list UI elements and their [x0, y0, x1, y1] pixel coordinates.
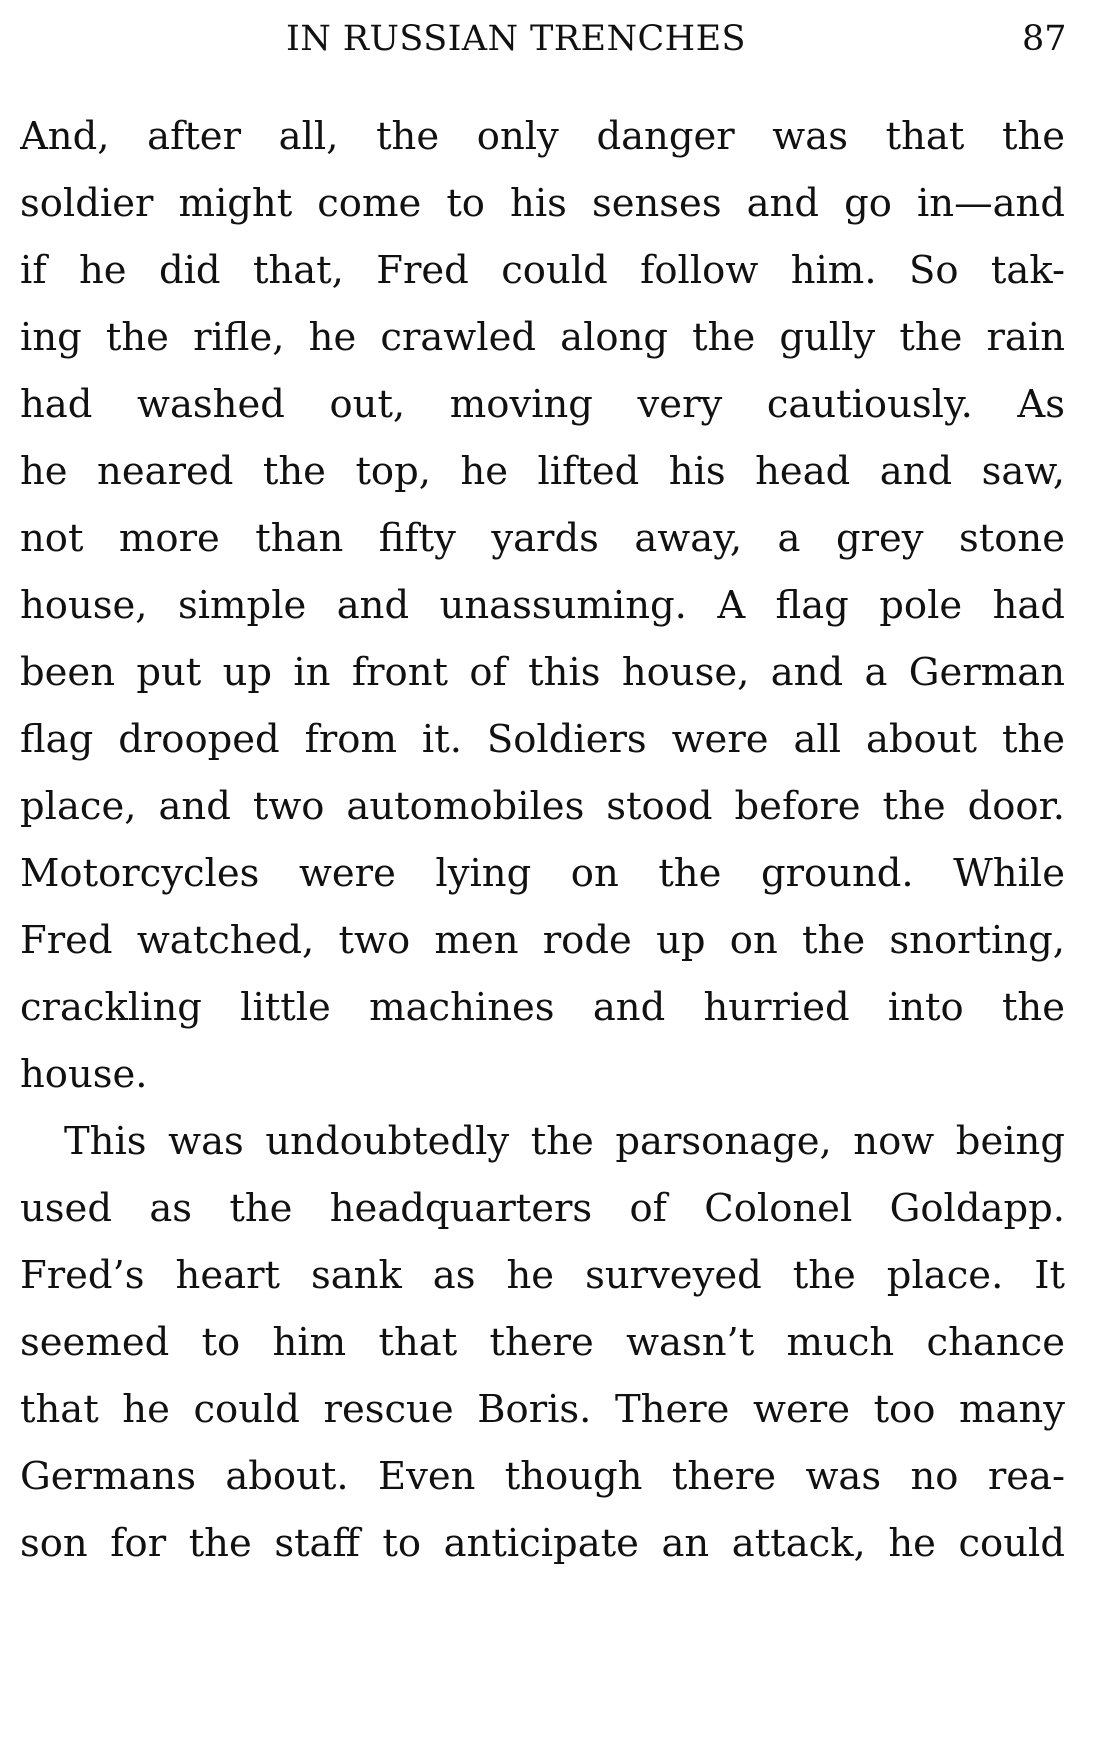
text-line: ing the rifle, he crawled along the gully the rain	[20, 315, 1065, 360]
text-line: if he did that, Fred could follow him. So tak-	[20, 248, 1065, 293]
text-line: crackling little machines and hurried into the	[20, 985, 1065, 1030]
text-line: Germans about. Even though there was no rea-	[20, 1454, 1065, 1499]
text-line: Fred’s heart sank as he surveyed the place. It	[20, 1253, 1065, 1298]
text-line: house, simple and unassuming. A flag pole had	[20, 583, 1065, 628]
text-line: soldier might come to his senses and go in—and	[20, 181, 1065, 226]
text-line: that he could rescue Boris. There were too many	[20, 1387, 1065, 1432]
paragraph-first-line: This was undoubtedly the parsonage, now being	[64, 1119, 1065, 1164]
text-line: been put up in front of this house, and a German	[20, 650, 1065, 695]
text-line: seemed to him that there wasn’t much chance	[20, 1320, 1065, 1365]
page-number: 87	[1022, 19, 1067, 59]
paragraph-end-line: house.	[20, 1052, 148, 1097]
text-line: place, and two automobiles stood before the door.	[20, 784, 1065, 829]
running-header	[0, 14, 1093, 64]
text-line: Fred watched, two men rode up on the snorting,	[20, 918, 1065, 963]
text-line: used as the headquarters of Colonel Goldapp.	[20, 1186, 1065, 1231]
text-line: Motorcycles were lying on the ground. While	[20, 851, 1065, 896]
text-line: he neared the top, he lifted his head and saw,	[20, 449, 1065, 494]
text-line: not more than fifty yards away, a grey stone	[20, 516, 1065, 561]
running-title: IN RUSSIAN TRENCHES	[286, 19, 746, 59]
text-line: had washed out, moving very cautiously. As	[20, 382, 1065, 427]
text-line: flag drooped from it. Soldiers were all about the	[20, 717, 1065, 762]
text-line: son for the staff to anticipate an attack, he could	[20, 1521, 1065, 1566]
text-line: And, after all, the only danger was that the	[20, 114, 1065, 159]
